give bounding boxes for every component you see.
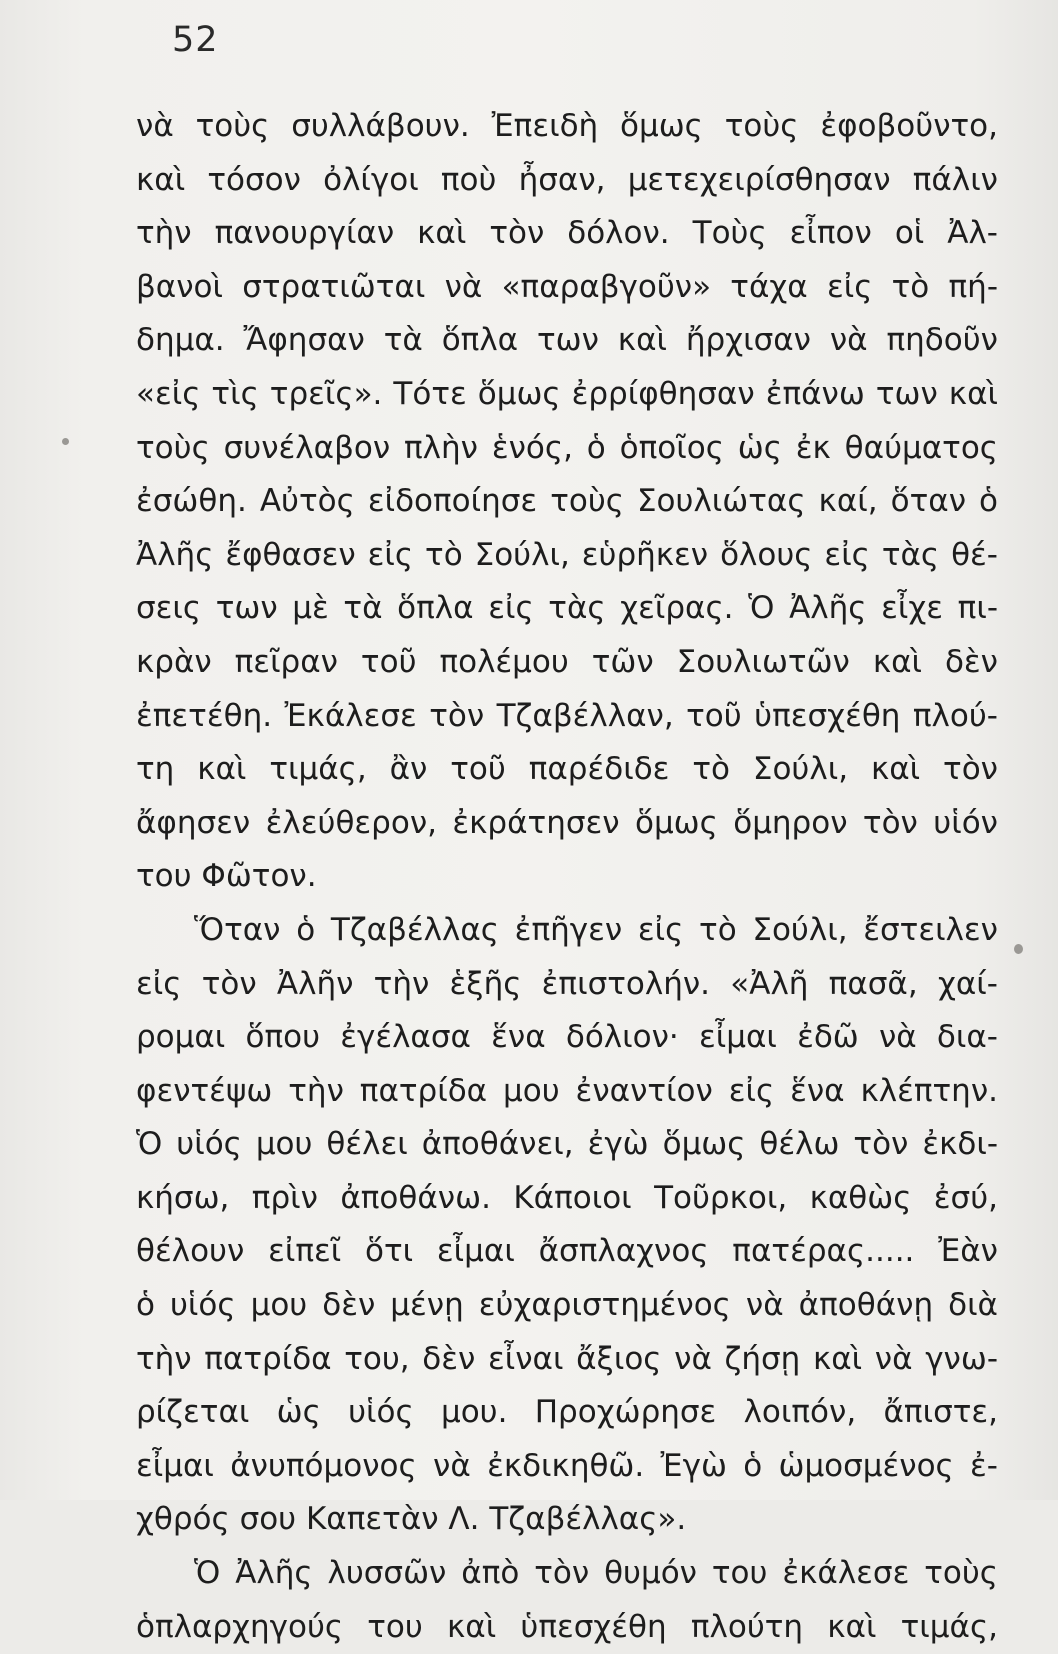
text-line: καὶ τόσον ὀλίγοι ποὺ ἦσαν, μετεχειρίσθησαν πάλιν	[136, 161, 998, 198]
text-line: χθρός σου Καπετὰν Λ. Τζαβέλλας».	[136, 1501, 687, 1538]
text-line: τη καὶ τιμάς, ἂν τοῦ παρέδιδε τὸ Σούλι, καὶ τὸν	[136, 751, 998, 788]
text-line: κρὰν πεῖραν τοῦ πολέμου τῶν Σουλιωτῶν καὶ δὲν	[136, 643, 998, 680]
text-line: τὴν πανουργίαν καὶ τὸν δόλον. Τοὺς εἶπον οἱ Ἀλ-	[136, 215, 998, 252]
text-line: θέλουν εἰπεῖ ὅτι εἶμαι ἄσπλαχνος πατέρας..... Ἐὰν	[136, 1233, 998, 1270]
text-line: εἶμαι ἀνυπόμονος νὰ ἐκδικηθῶ. Ἐγὼ ὁ ὡμοσμένος ἐ-	[136, 1447, 998, 1484]
text-line: φεντέψω τὴν πατρίδα μου ἐναντίον εἰς ἕνα κλέπτην.	[136, 1072, 998, 1109]
page-number: 52	[172, 20, 219, 60]
paragraph-3	[136, 1547, 998, 1654]
text-line: Ὁ υἱός μου θέλει ἀποθάνει, ἐγὼ ὅμως θέλω τὸν ἐκδι-	[136, 1126, 998, 1163]
text-line: «εἰς τὶς τρεῖς». Τότε ὅμως ἐρρίφθησαν ἐπάνω των καὶ	[136, 375, 998, 412]
text-line: τοὺς συνέλαβον πλὴν ἑνός, ὁ ὁποῖος ὡς ἐκ θαύματος	[136, 429, 998, 466]
paper-speck	[1014, 944, 1023, 954]
paragraph-1	[136, 100, 998, 904]
paragraph-2	[136, 904, 998, 1547]
text-line: ρομαι ὅπου ἐγέλασα ἕνα δόλιον· εἶμαι ἐδῶ νὰ δια-	[136, 1019, 998, 1056]
text-line: τὴν πατρίδα του, δὲν εἶναι ἄξιος νὰ ζήσῃ καὶ νὰ γνω-	[136, 1340, 998, 1377]
text-line: του Φῶτον.	[136, 858, 317, 895]
text-line: εἰς τὸν Ἀλῆν τὴν ἑξῆς ἐπιστολήν. «Ἀλῆ πασᾶ, χαί-	[136, 965, 998, 1002]
text-line: ἐσώθη. Αὐτὸς εἰδοποίησε τοὺς Σουλιώτας καί, ὅταν ὁ	[136, 483, 998, 520]
text-line: δημα. Ἄφησαν τὰ ὅπλα των καὶ ἤρχισαν νὰ πηδοῦν	[136, 322, 998, 359]
text-line: Ἀλῆς ἔφθασεν εἰς τὸ Σούλι, εὑρῆκεν ὅλους εἰς τὰς θέ-	[136, 536, 998, 573]
text-line: ὁ υἱός μου δὲν μένῃ εὐχαριστημένος νὰ ἀποθάνῃ διὰ	[136, 1287, 998, 1324]
text-line: νὰ τοὺς συλλάβουν. Ἐπειδὴ ὅμως τοὺς ἐφοβοῦντο,	[136, 108, 998, 144]
text-line: Ὁ Ἀλῆς λυσσῶν ἀπὸ τὸν θυμόν του ἐκάλεσε τοὺς	[194, 1555, 998, 1592]
text-line: σεις των μὲ τὰ ὅπλα εἰς τὰς χεῖρας. Ὁ Ἀλῆς εἶχε πι-	[136, 590, 998, 627]
text-line: ρίζεται ὡς υἱός μου. Προχώρησε λοιπόν, ἄπιστε,	[136, 1394, 998, 1431]
paper-speck	[62, 438, 69, 445]
text-line: ὁπλαρχηγούς του καὶ ὑπεσχέθη πλούτη καὶ τιμάς,	[136, 1608, 998, 1645]
text-line: ἐπετέθη. Ἐκάλεσε τὸν Τζαβέλλαν, τοῦ ὑπεσχέθη πλού-	[136, 697, 998, 734]
text-line: Ὅταν ὁ Τζαβέλλας ἐπῆγεν εἰς τὸ Σούλι, ἔστειλεν	[194, 911, 998, 948]
text-line: βανοὶ στρατιῶται νὰ «παραβγοῦν» τάχα εἰς τὸ πή-	[136, 268, 998, 305]
body-text	[136, 100, 998, 1654]
text-line: κήσω, πρὶν ἀποθάνω. Κάποιοι Τοῦρκοι, καθὼς ἐσύ,	[136, 1179, 998, 1216]
text-line: ἄφησεν ἐλεύθερον, ἐκράτησεν ὅμως ὅμηρον τὸν υἱόν	[136, 804, 998, 841]
